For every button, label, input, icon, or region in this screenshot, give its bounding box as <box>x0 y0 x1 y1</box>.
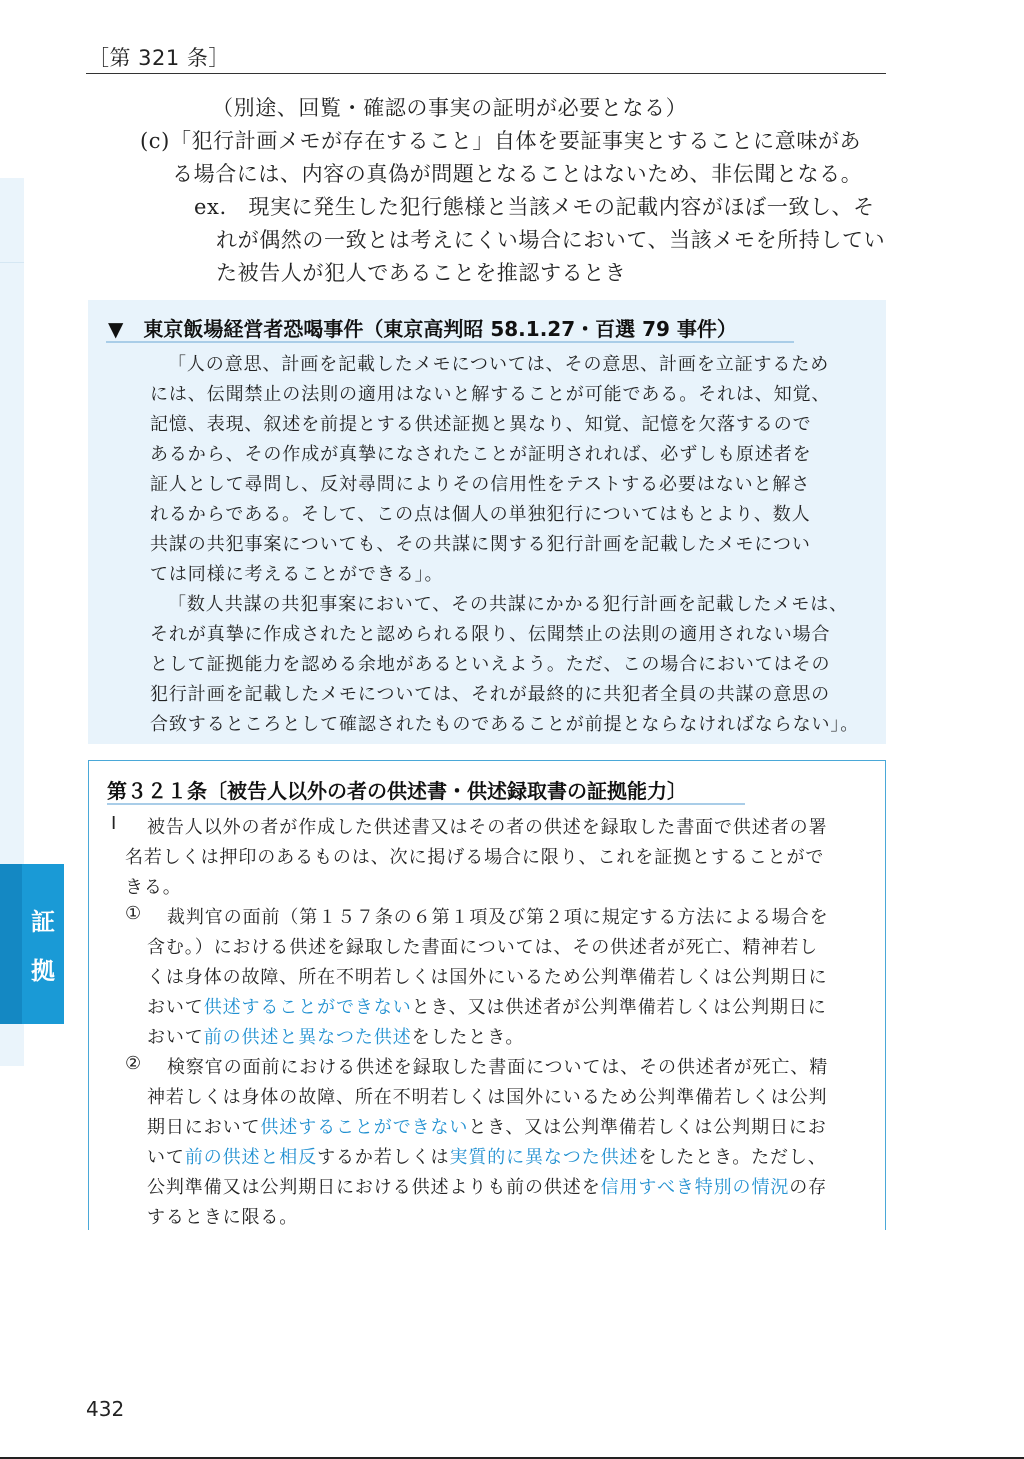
case-line: それが真摯に作成されたと認められる限り、伝聞禁止の法則の適用されない場合 <box>150 624 831 645</box>
note-line: た被告人が犯人であることを推認するとき <box>216 261 627 285</box>
highlighted-phrase: 前の供述と相反 <box>184 1147 318 1168</box>
article-line <box>147 1113 827 1139</box>
note-line: れが偶然の一致とは考えにくい場合において、当該メモを所持してい <box>216 228 886 252</box>
article-line: 検察官の面前における供述を録取した書面については、その供述者が死亡、精 <box>167 1057 829 1078</box>
case-line: には、伝聞禁止の法則の適用はないと解することが可能である。それは、知覚、 <box>150 384 831 405</box>
chapter-tab <box>0 864 64 1024</box>
article-title-rule <box>107 803 745 805</box>
chapter-tab-char: 拠 <box>31 957 55 985</box>
page-number: 432 <box>86 1397 125 1421</box>
case-line: 合致するところとして確認されたものであることが前提とならなければならない」。 <box>150 714 860 735</box>
article-line: くは身体の故障、所在不明若しくは国外にいるため公判準備若しくは公判期日に <box>147 967 828 988</box>
paragraph-number: Ⅰ <box>111 813 118 834</box>
article-line: きる。 <box>125 877 182 898</box>
case-line: として証拠能力を認める余地があるといえよう。ただ、この場合においてはその <box>150 654 831 675</box>
text-run: おいて <box>147 1027 204 1048</box>
article-line: 裁判官の面前（第１５７条の６第１項及び第２項に規定する方法による場合を <box>167 907 829 928</box>
text-run: するか若しくは <box>317 1147 450 1168</box>
text-run: をしたとき。ただし、 <box>638 1147 827 1168</box>
case-title-rule <box>106 341 794 343</box>
item-number: ② <box>125 1053 143 1074</box>
article-line <box>147 993 827 1019</box>
note-line: （別途、回覧・確認の事実の証明が必要となる） <box>212 96 688 120</box>
case-line: 証人として尋問し、反対尋問によりその信用性をテストする必要はないと解さ <box>150 474 811 495</box>
text-run: おいて <box>147 997 204 1018</box>
note-line: ex. 現実に発生した犯行態様と当該メモの記載内容がほぼ一致し、そ <box>194 195 875 219</box>
article-line: 神若しくは身体の故障、所在不明若しくは国外にいるため公判準備若しくは公判 <box>147 1087 828 1108</box>
text-run: いて <box>147 1147 185 1168</box>
text-run: の存 <box>789 1177 828 1198</box>
text-run: 期日において <box>147 1117 261 1138</box>
case-line: あるから、その作成が真摯になされたことが証明されれば、必ずしも原述者を <box>150 444 812 465</box>
highlighted-phrase: 信用すべき特別の情況 <box>600 1177 790 1198</box>
text-run: をしたとき。 <box>411 1027 525 1048</box>
article-box <box>88 760 886 1230</box>
article-line <box>147 1143 827 1169</box>
case-line: れるからである。そして、この点は個人の単独犯行についてはもとより、数人 <box>150 504 811 525</box>
article-line: 名若しくは押印のあるものは、次に掲げる場合に限り、これを証拠とすることがで <box>125 847 825 868</box>
text-run: とき、又は供述者が公判準備若しくは公判期日に <box>411 997 827 1018</box>
highlighted-phrase: 前の供述と異なつた供述 <box>203 1027 412 1048</box>
text-run: 公判準備又は公判期日における供述よりも前の供述を <box>147 1177 601 1198</box>
case-line: 「人の意思、計画を記載したメモについては、その意思、計画を立証するため <box>168 354 830 375</box>
text-run: とき、又は公判準備若しくは公判期日にお <box>468 1117 827 1138</box>
article-line: するときに限る。 <box>147 1207 299 1228</box>
article-line: 被告人以外の者が作成した供述書又はその者の供述を録取した書面で供述者の署 <box>147 817 828 838</box>
running-head: ［第 321 条］ <box>88 46 230 70</box>
chapter-tab-char: 証 <box>31 908 55 936</box>
article-title: 第３２１条〔被告人以外の者の供述書・供述録取書の証拠能力〕 <box>107 779 687 803</box>
header-rule <box>86 73 886 74</box>
case-line: 「数人共謀の共犯事案において、その共謀にかかる犯行計画を記載したメモは、 <box>168 594 849 615</box>
case-line: 犯行計画を記載したメモについては、それが最終的に共犯者全員の共謀の意思の <box>150 684 831 705</box>
article-line: 含む。）における供述を録取した書面については、その供述者が死亡、精神若し <box>147 937 819 958</box>
case-line: ては同様に考えることができる」。 <box>150 564 444 585</box>
highlighted-phrase: 供述することができない <box>203 997 412 1018</box>
case-title: ▼ 東京飯場経営者恐喝事件（東京高判昭 58.1.27・百選 79 事件） <box>108 317 737 341</box>
article-line <box>147 1023 524 1049</box>
case-line: 共謀の共犯事案についても、その共謀に関する犯行計画を記載したメモについ <box>150 534 811 555</box>
article-line <box>147 1173 827 1199</box>
highlighted-phrase: 実質的に異なつた供述 <box>449 1147 639 1168</box>
case-box <box>88 300 886 744</box>
highlighted-phrase: 供述することができない <box>260 1117 469 1138</box>
case-line: 記憶、表現、叙述を前提とする供述証拠と異なり、知覚、記憶を欠落するので <box>150 414 812 435</box>
note-line: (c)「犯行計画メモが存在すること」自体を要証事実とすることに意味があ <box>140 129 862 153</box>
note-line: る場合には、内容の真偽が問題となることはないため、非伝聞となる。 <box>172 162 863 186</box>
item-number: ① <box>125 903 143 924</box>
